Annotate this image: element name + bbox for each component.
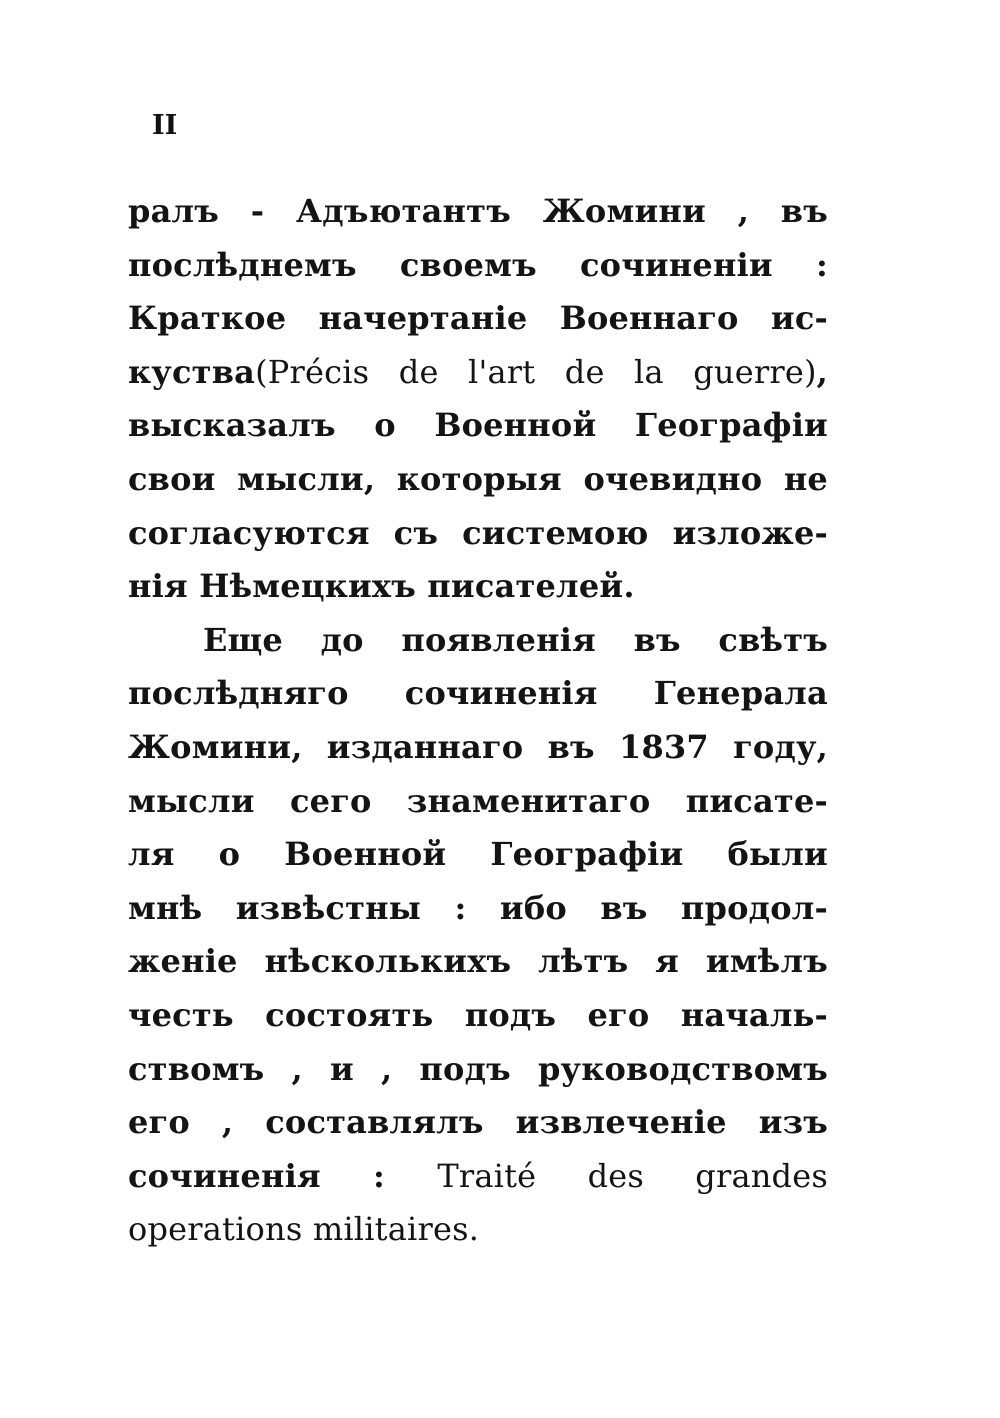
- text-fragment: сочиненія :: [128, 1156, 386, 1195]
- text-line: свои мысли, которыя очевидно не: [128, 459, 828, 498]
- text-fragment: куства: [128, 352, 256, 391]
- text-fragment: ,: [816, 352, 828, 391]
- text-line: женіе нѣсколькихъ лѣтъ я имѣлъ: [128, 942, 828, 981]
- text-line: Жомини, изданнаго въ 1837 году,: [128, 727, 828, 766]
- text-line: высказалъ о Военной Географіи: [128, 406, 828, 445]
- text-line: Еще до появленія въ свѣтъ: [203, 620, 828, 659]
- body-text: [128, 185, 828, 1257]
- page-number: II: [152, 110, 178, 141]
- text-line: [128, 346, 828, 400]
- text-line: Краткое начертаніе Военнаго ис-: [128, 299, 828, 338]
- text-line: ля о Военной Географіи были: [128, 835, 828, 874]
- text-line: нія Нѣмецкихъ писателей.: [128, 567, 635, 606]
- latin-citation: (Précis de l'art de la guerre): [255, 352, 817, 391]
- text-line: его , составлялъ извлеченіе изъ: [128, 1103, 828, 1142]
- text-line: мнѣ извѣстны : ибо въ продол-: [128, 888, 828, 927]
- text-line: ралъ - Адъютантъ Жомини , въ: [128, 192, 828, 230]
- text-line: послѣднемъ своемъ сочиненіи :: [128, 245, 828, 284]
- text-line: мысли сего знаменитаго писате-: [128, 781, 828, 820]
- text-line: ствомъ , и , подъ руководствомъ: [128, 1049, 828, 1088]
- latin-citation: operations militaires.: [128, 1210, 480, 1249]
- latin-citation: Traité des grandes: [437, 1156, 828, 1195]
- text-line: согласуются съ системою изложе-: [128, 513, 828, 552]
- text-line: [128, 1150, 828, 1204]
- text-line: честь состоять подъ его началь-: [128, 995, 828, 1034]
- text-line: послѣдняго сочиненія Генерала: [128, 674, 828, 713]
